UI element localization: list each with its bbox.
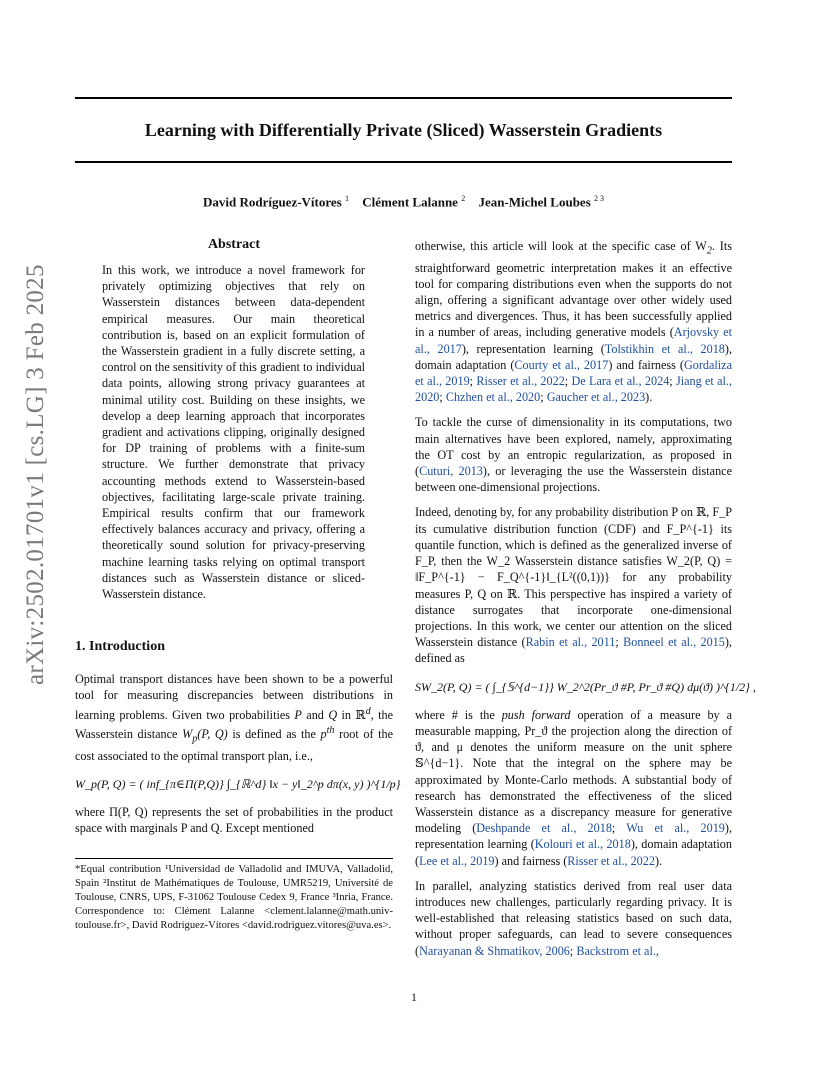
body-paragraph: where # is the push forward operation of a measure by a measurable mapping, Pr_ϑ the projection along the direction of ϑ, and μ denotes the uniform measure on the unit sphere 𝕊^{d−1}. Note that the integral on the sphere may be approximated by Monte-Carlo methods. A substantial body of research has demonstrated the effectiveness of the sliced Wasserstein distance as a discrepancy measure for generative modeling (Deshpande et al., 2018; Wu et al., 2019), representation learning (Kolouri et al., 2018), domain adaptation (Lee et al., 2019) and fairness (Risser et al., 2022).	[415, 707, 732, 868]
author-affiliation: 2	[461, 194, 466, 203]
citation-link[interactable]: Risser et al., 2022	[476, 374, 565, 389]
citation-link[interactable]: Tolstikhin et al., 2018	[604, 341, 725, 356]
abstract-text: In this work, we introduce a novel framework for privately optimizing objectives that rely on Wasserstein distances between data-dependent empirical measures. Our main theoretical contribution is, based on an explicit formulation of the Wasserstein gradient in a fully discrete setting, a control on the sensitivity of this gradient to individual data points, allowing strong privacy guarantees at minimal utility cost. Building on these insights, we develop a deep learning approach that incorporates gradient and activations clipping, originally designed for DP training of problems with a finite-sum structure. We further demonstrate that privacy accounting methods extend to Wasserstein-based objectives, facilitating large-scale private training. Empirical results confirm that our framework effectively balances accuracy and privacy, offering a theoretically sound solution for privacy-preserving machine learning tasks relying on optimal transport distances such as Wasserstein distance or sliced-Wasserstein distance.	[102, 263, 365, 602]
citation-link[interactable]: Deshpande et al., 2018	[476, 821, 612, 836]
citation-link[interactable]: Gaucher et al., 2023	[546, 390, 646, 405]
citation-link[interactable]: Backstrom et al.,	[576, 943, 659, 958]
citation-link[interactable]: Lee et al., 2019	[419, 853, 495, 868]
citation-link[interactable]: Jiang et al., 2020	[415, 374, 732, 405]
citation-link[interactable]: Chzhen et al., 2020	[445, 390, 541, 405]
citation-link[interactable]: Risser et al., 2022	[567, 853, 655, 868]
author-name: Clément Lalanne	[362, 194, 458, 210]
citation-link[interactable]: Gordaliza et al., 2019	[415, 357, 732, 389]
author-affiliation: 1	[345, 194, 349, 203]
equation-wasserstein: W_p(P, Q) = ( inf_{π∈Π(P,Q)} ∫_{ℝ^d} ‖x − y‖_2^p dπ(x, y) )^{1/p}	[75, 776, 401, 791]
citation-link[interactable]: De Lara et al., 2024	[571, 374, 670, 389]
footnote: *Equal contribution ¹Universidad de Valladolid and IMUVA, Valladolid, Spain ²Institut de Mathématiques de Toulouse, UMR5219, Université de Toulouse, CNRS, UPS, F-31062 Toulouse Cedex 9, France ³Inria, France. Correspondence to: Clément Lalanne <clement.lalanne@math.univ-toulouse.fr>, David Rodríguez-Vítores <david.rodriguez.vitores@uva.es>.	[75, 858, 393, 933]
paper-title: Learning with Differentially Private (Sliced) Wasserstein Gradients	[144, 120, 663, 140]
citation-link[interactable]: Kolouri et al., 2018	[534, 837, 631, 852]
top-rule	[75, 97, 732, 99]
body-paragraph: otherwise, this article will look at the specific case of $W_2$. Its straightforward geometric interpretation makes it an effective tool for comparing distributions even when the supports do not align, offering a significant advantage over other widely used metrics and divergences. Thus, it has been successfully applied in a number of areas, including generative models (Arjovsky et al., 2017), representation learning (Tolstikhin et al., 2018), domain adaptation (Courty et al., 2017) and fairness (Gordaliza et al., 2019; Risser et al., 2022; De Lara et al., 2024; Jiang et al., 2020; Chzhen et al., 2020; Gaucher et al., 2023).	[415, 239, 732, 405]
citation-link[interactable]: Courty et al., 2017	[514, 357, 609, 372]
right-column	[415, 238, 756, 959]
citation-link[interactable]: Narayanan & Shmatikov, 2006	[419, 943, 570, 958]
author-affiliation: 2 3	[594, 194, 605, 203]
left-column	[75, 236, 401, 836]
citation-link[interactable]: Wu et al., 2019	[626, 821, 725, 836]
citation-link[interactable]: Arjovsky et al., 2017	[415, 325, 732, 356]
section-heading: 1. Introduction	[75, 639, 165, 655]
page-number: 1	[411, 990, 417, 1004]
abstract-heading: Abstract	[207, 237, 261, 252]
author-name: Jean-Michel Loubes	[478, 194, 591, 210]
author-name: David Rodríguez-Vítores	[202, 194, 342, 210]
intro-paragraph: Optimal transport distances have been shown to be a powerful tool for measuring discrepancies between distributions in learning problems. Given two probabilities P and Q in ℝ$^d$, the Wasserstein distance $W_p(P$, Q) is defined as the $p^{th}$ root of the cost associated to the optimal transport plan, i.e.,	[75, 672, 394, 763]
body-paragraph: Indeed, denoting by, for any probability distribution P on ℝ, F_P its cumulative distribution function (CDF) and F_P^{-1} its quantile function, which is defined as the generalized inverse of F_P, then the W_2 Wasserstein distance satisfies W_2(P, Q) = ‖F_P^{-1} − F_Q^{-1}‖_{L²((0,1))} for any probability measures P, Q on ℝ. This perspective has inspired a variety of distance surrogates that incorporate one-dimensional projections. In this work, we center our attention on the sliced Wasserstein distance (Rabin et al., 2011; Bonneel et al., 2015), defined as	[415, 505, 732, 666]
author-line	[75, 190, 732, 211]
equation-sliced-wasserstein: SW_2(P, Q) = ( ∫_{𝕊^{d−1}} W_2^2(Pr_ϑ #P, Pr_ϑ #Q) dμ(ϑ) )^{1/2} ,	[415, 679, 756, 694]
citation-link[interactable]: Cuturi, 2013	[419, 464, 483, 479]
citation-link[interactable]: Rabin et al., 2011	[525, 635, 616, 650]
citation-link[interactable]: Bonneel et al., 2015	[623, 635, 725, 650]
title-bottom-rule	[75, 161, 732, 163]
body-paragraph: To tackle the curse of dimensionality in its computations, two main alternatives have been explored, namely, approximating the OT cost by an entropic regularization, as proposed in (Cuturi, 2013), or leveraging the use the Wasserstein distance between one-dimensional projections.	[415, 415, 732, 495]
arxiv-stamp: arXiv:2502.01701v1 [cs.LG] 3 Feb 2025	[22, 264, 49, 685]
intro-paragraph: where Π(P, Q) represents the set of probabilities in the product space with marginals P and Q. Except mentioned	[75, 805, 393, 836]
body-paragraph: In parallel, analyzing statistics derived from real user data introduces new challenges, particularly regarding privacy. It is well-established that releasing statistics based on such data, without proper safeguards, can lead to severe consequences (Narayanan & Shmatikov, 2006; Backstrom et al.,	[415, 878, 732, 958]
